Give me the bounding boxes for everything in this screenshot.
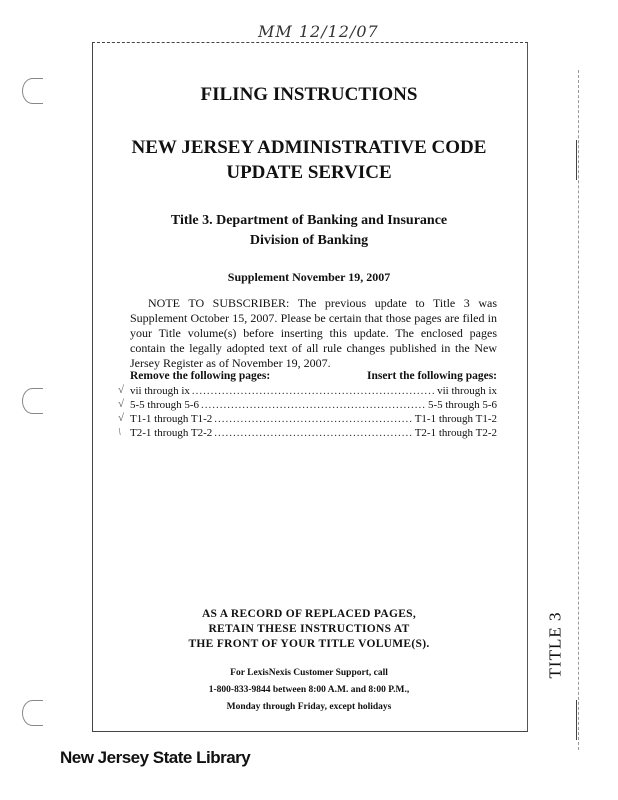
page-title: FILING INSTRUCTIONS — [200, 84, 418, 105]
remove-header: Remove the following pages: — [130, 370, 271, 382]
code-title-line: NEW JERSEY ADMINISTRATIVE CODE — [131, 137, 487, 158]
table-row — [130, 398, 497, 412]
tab-edge-mark — [576, 140, 577, 180]
check-mark: √ — [118, 412, 125, 424]
customer-support — [92, 665, 526, 716]
tab-edge-line — [578, 70, 579, 750]
insert-pages: vii through ix — [437, 385, 497, 397]
remove-pages: T2-1 through T2-2 — [130, 427, 213, 439]
punch-hole-top — [22, 78, 43, 104]
insert-pages: T2-1 through T2-2 — [414, 427, 497, 439]
record-line: AS A RECORD OF REPLACED PAGES, — [201, 608, 417, 620]
check-mark: \ — [118, 426, 122, 438]
support-line: Monday through Friday, except holidays — [226, 702, 392, 712]
department-heading — [92, 211, 526, 251]
record-line: THE FRONT OF YOUR TITLE VOLUME(S). — [188, 638, 430, 650]
supplement-date: Supplement November 19, 2007 — [227, 270, 391, 284]
insert-pages: 5-5 through 5-6 — [427, 399, 497, 411]
subscriber-note: NOTE TO SUBSCRIBER: The previous update to Title 3 was Supplement October 15, 2007. Please be certain that those pages are filed in your Title volume(s) before inserting this update. The enclosed pages contain the legally adopted text of all rule changes published in the New Jersey Register as of November 19, 2007. — [130, 296, 497, 370]
pages-table-header — [130, 370, 497, 382]
leader-dots — [214, 426, 412, 440]
remove-pages: T1-1 through T1-2 — [130, 413, 213, 425]
title-tab-label: TITLE 3 — [545, 611, 565, 679]
remove-pages: 5-5 through 5-6 — [130, 399, 200, 411]
table-row — [130, 426, 497, 440]
leader-dots — [192, 384, 435, 398]
leader-dots — [214, 412, 412, 426]
check-mark: √ — [118, 384, 125, 396]
remove-pages: vii through ix — [130, 385, 190, 397]
code-title-line: UPDATE SERVICE — [226, 162, 392, 183]
table-row — [130, 412, 497, 426]
check-mark: √ — [118, 398, 125, 410]
leader-dots — [201, 398, 426, 412]
title-side-tab — [535, 600, 575, 690]
support-line: 1-800-833-9844 between 8:00 A.M. and 8:00 P.M., — [208, 685, 410, 695]
pages-table — [130, 384, 497, 440]
record-line: RETAIN THESE INSTRUCTIONS AT — [208, 623, 410, 635]
punch-hole-bottom — [22, 700, 43, 726]
code-title — [92, 135, 526, 185]
record-instructions — [92, 607, 526, 652]
tab-edge-mark — [576, 700, 577, 740]
insert-header: Insert the following pages: — [366, 370, 497, 382]
handwritten-initials-date: MM 12/12/07 — [258, 22, 379, 41]
table-row — [130, 384, 497, 398]
support-line: For LexisNexis Customer Support, call — [230, 668, 388, 678]
department-line: Title 3. Department of Banking and Insurance — [170, 213, 448, 228]
insert-pages: T1-1 through T1-2 — [414, 413, 497, 425]
division-line: Division of Banking — [249, 233, 369, 248]
punch-hole-middle — [22, 388, 43, 414]
library-stamp: New Jersey State Library — [60, 748, 251, 767]
